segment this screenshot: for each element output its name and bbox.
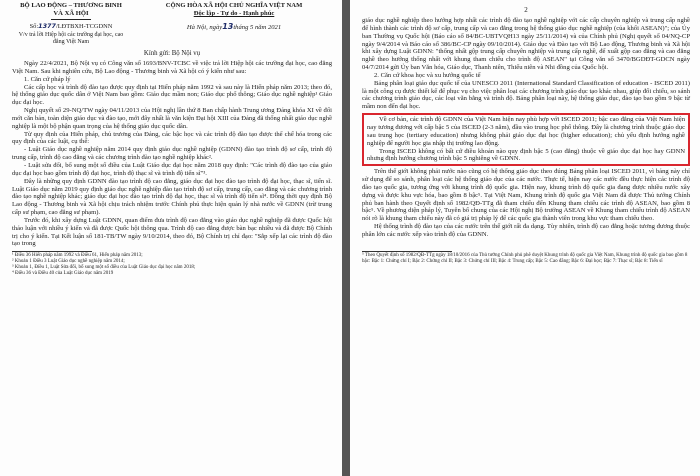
document-number-prefix: Số: [29, 23, 39, 30]
issue-date [136, 23, 332, 32]
footnote-separator [362, 251, 452, 252]
body-paragraph: Ngày 22/4/2021, Bộ Nội vụ có Công văn số 1693/BNV-TCBC về việc trả lời Hiệp hội các trường đại học, cao đẳng Việt Nam. Sau khi nghiên cứu, Bộ Lao động - Thương binh và Xã hội có ý kiến như sau: [12, 60, 332, 75]
highlighted-paragraph: Về cơ bản, các trình độ GDNN của Việt Nam hiện nay phù hợp với ISCED 2011; bậc cao đẳng của Việt Nam hiện nay tương đương với cấp bậc 5 của ISCED (2-3 năm), đầu vào trung học phổ thông. Đây là chương trình thuộc giáo dục sau trung học (tertiary education) nhưng không phải giáo dục đại học (higher education); chủ yếu định hướng nghề nghiệp để người học gia nhập thị trường lao động. [367, 116, 685, 147]
document-header [12, 2, 332, 46]
footnote: ⁵ Theo Quyết định số 1982/QĐ-TTg ngày 18/10/2016 của Thủ tướng Chính phủ phê duyệt Khung trình độ quốc gia Việt Nam, Khung trình độ quốc gia bao gồm 8 bậc: Bậc 1: Chứng chỉ I; Bậc 2: Chứng chỉ II; Bậc 3: Chứng chỉ III; Bậc 4: Trung cấp; Bậc 5: Cao đẳng; Bậc 6: Đại học; Bậc 7: Thạc sĩ; Bậc 8: Tiến sĩ [362, 252, 688, 264]
body-paragraph: Bảng phân loại giáo dục quốc tế của UNESCO 2011 (International Standard Classification of education - ISCED 2011) là một công cụ được thiết kế để phục vụ cho việc phân loại các chương trình giáo dục tạo khác nhau, giúp đối chiếu, so sánh các chương trình giáo dục, các loại văn bằng và trình độ. Bảng phân loại này, hệ thống giáo dục, đào tạo bao gồm 9 bậc từ mầm non đến đại học. [362, 79, 690, 111]
document-number-handwritten: 1377 [38, 22, 56, 30]
left-page-body [12, 60, 332, 248]
issue-date-prefix: Hà Nội, ngày [186, 24, 223, 31]
page-gutter [342, 0, 350, 476]
ministry-name-line2: VÀ XÃ HỘI [53, 10, 89, 17]
section-heading: 2. Căn cứ khoa học và xu hướng quốc tế [374, 71, 481, 79]
highlight-box [362, 113, 690, 166]
footnote: ¹ Điều 36 Hiến pháp năm 1992 và Điều 61, Hiến pháp năm 2013; [12, 253, 143, 259]
issuing-agency-block [12, 2, 130, 46]
body-paragraph: Từ quy định của Hiến pháp, chủ trương của Đảng, các bậc học và các trình độ đào tạo được thể chế hóa trong các quy định của các luật, cụ thể: [12, 130, 332, 146]
highlighted-paragraph: Trong ISCED không có bất cứ điều khoản nào quy định bậc 5 (cao đẳng) thuộc về giáo dục đại học hay GDNN nhưng định hướng chương trình bậc 5 nghiêng về GDNN. [367, 147, 685, 163]
document-page-right [350, 0, 700, 476]
national-motto: Độc lập - Tự do - Hạnh phúc [193, 10, 275, 17]
header-divider-left [51, 19, 91, 20]
body-paragraph: giáo dục nghề nghiệp theo hướng hợp nhất các trình độ đào tạo nghề nghiệp với các cấp chuyên nghiệp và trung cấp nghề để hình thành các trình độ sơ cấp, trung cấp và cao đẳng trong hệ thống giáo dục nghề nghiệp (của khối ASEAN)"; của Ủy ban Thường vụ Quốc hội (Báo cáo số 84/BC-UBTVQH13 ngày 25/11/2014) và của Chính phủ (Nghị quyết số 04/NQ-CP ngày 9/4/2014 và Báo cáo số 386/BC-CP ngày 09/10/2014). Giáo dục và Đào tạo với Bộ Lao động, Thương binh và Xã hội khi xây dựng Luật GDNN: "thống nhất gộp trung cấp chuyên nghiệp và trung cấp nghề, để xuất gộp cao đẳng và cao đẳng nghề theo hướng thống nhất với khung tham chiếu cho trình độ ASEAN" tại Công văn số 3470/BGDĐT-GDCN ngày 04/7/2014 gửi Ủy ban Văn hóa, Giáo dục, Thanh niên, Thiếu niên và Nhi đồng của Quốc hội. [362, 17, 690, 72]
country-name: CỘNG HÒA XÃ HỘI CHỦ NGHĨA VIỆT NAM [165, 2, 303, 9]
issue-day-handwritten: 13 [222, 22, 234, 31]
document-number [12, 22, 130, 31]
body-paragraph: Các cấp học và trình độ đào tạo được quy định tại Hiến pháp năm 1992 và sau này là Hiến pháp năm 2013; theo đó, hệ thống giáo dục quốc dân ở Việt Nam bao gồm: Giáo dục mầm non; Giáo dục phổ thông; Giáo dục nghề nghiệp¹ Giáo dục đại học. [12, 83, 332, 107]
ministry-name-line1: BỘ LAO ĐỘNG – THƯƠNG BINH [20, 2, 122, 9]
body-paragraph: - Luật sửa đổi, bổ sung một số điều của Luật Giáo dục đại học năm 2018 quy định: "Các trình độ đào tạo của giáo dục đại học bao gồm trình độ đại học, trình độ thạc sĩ và trình độ tiến sĩ"³. [12, 161, 332, 177]
body-paragraph: Đây là những quy định GDNN đào tạo trình độ cao đẳng, giáo dục đại học đào tạo trình độ đại học, thạc sĩ, tiến sĩ. Luật Giáo dục năm 2019 quy định giáo dục nghề nghiệp đào tạo trình độ sơ cấp, trung cấp, cao đẳng và các chương trình đào tạo nghề nghiệp khác; giáo dục đại học đào tạo trình độ đại học, thạc sĩ và trình độ tiến sĩ⁴. Đồng thời quy định Bộ Lao động - Thương binh và Xã hội chịu trách nhiệm trước Chính phủ thực hiện quản lý nhà nước về GDNN (trừ trung cấp sư phạm, cao đẳng sư phạm). [12, 177, 332, 217]
page-number: 2 [524, 6, 528, 14]
footnote: ⁴ Điều 36 và Điều 40 của Luật Giáo dục năm 2019 [12, 271, 114, 277]
body-paragraph: Nghị quyết số 29-NQ/TW ngày 04/11/2013 của Hội nghị lần thứ 8 Ban chấp hành Trung ương Đảng khóa XI về đổi mới căn bản, toàn diện giáo dục và đào tạo, mới đây nhất là văn kiện Đại hội XIII của Đảng đã thống nhất giáo dục nghề nghiệp là một bộ phận quan trọng của hệ thống giáo dục quốc dân. [12, 107, 332, 130]
body-paragraph: Hệ thống trình độ đào tạo của các nước trên thế giới rất đa dạng. Tùy nhiên, trình độ cao đẳng hoặc tương đương thuộc phân lớn các nước xếp vào trình độ của GDNN. [362, 223, 690, 238]
addressee-line: Kính gửi: Bộ Nội vụ [143, 50, 201, 57]
document-page-left [0, 0, 342, 476]
document-number-suffix: /LĐTBXH-TCGDNN [55, 23, 113, 30]
footnote: ³ Khoản 1, Điều 1, Luật Sửa đổi, bổ sung một số điều của Luật Giáo dục đại học năm 2018; [12, 265, 196, 271]
footnote: ² Khoản 1 Điều 3 Luật Giáo dục nghề nghiệp năm 2014; [12, 259, 125, 265]
body-paragraph: Trước đó, khi xây dựng Luật GDNN, quan điểm đưa trình độ cao đẳng vào giáo dục nghề nghiệp đã được Quốc hội thảo luận với nhiều ý kiến và đã được Quốc hội thông qua. Trình độ cao đẳng được bàn bạc nhiều và đã được Bộ Chính trị cho ý kiến. Tại Kết luận số 181-TB/TW ngày 9/10/2014, theo đó, Bộ Chính trị chỉ đạo: "Sắp xếp lại các trình độ đào tạo trong [12, 216, 332, 248]
document-subject-line2: đẳng Việt Nam [52, 39, 90, 45]
national-motto-block [136, 2, 332, 46]
body-paragraph: - Luật Giáo dục nghề nghiệp năm 2014 quy định giáo dục nghề nghiệp (GDNN) đào tạo trình độ sơ cấp, trình độ trung cấp, trình độ cao đẳng và các chương trình đào tạo nghề nghiệp khác². [12, 146, 332, 162]
right-page-body [362, 17, 690, 239]
issue-date-suffix: tháng 5 năm 2021 [233, 24, 282, 31]
body-paragraph: Trên thế giới không phải nước nào cũng có hệ thống giáo dục theo đúng Bảng phân loại ISCED 2011, vì bảng này chỉ sử dụng để so sánh, phân loại các hệ thống giáo dục của các nước. Thực tế, hiện nay các nước đều thực hiện các trình độ đào tạo quốc gia, tương ứng với khung trình độ quốc gia. Hiện nay, khung trình độ quốc gia đang được nhiều nước xây dựng và được khu vực hóa, bao gồm 8 bậc⁵. Tại Việt Nam, Khung trình độ quốc gia Việt Nam đã được Thủ tướng Chính phủ ban hành theo Quyết định số 1982/QĐ-TTg đã tham chiếu đến Khung tham chiếu các trình độ ASEAN, bao gồm 8 bậc⁵. Về phương diện pháp lý, Tuyên bố chung của các Hội nghị Bộ trưởng ASEAN về Khung tham chiếu trình độ ASEAN nói rõ là khung tham chiếu này đã có giá trị pháp lý để các quốc gia thành viên trong khu vực tham chiếu theo. [362, 168, 690, 223]
section-heading: 1. Căn cứ pháp lý [24, 75, 71, 83]
document-subject [12, 32, 130, 46]
document-subject-line1: V/v trả lời Hiệp hội các trường đại học, cao [18, 32, 124, 38]
